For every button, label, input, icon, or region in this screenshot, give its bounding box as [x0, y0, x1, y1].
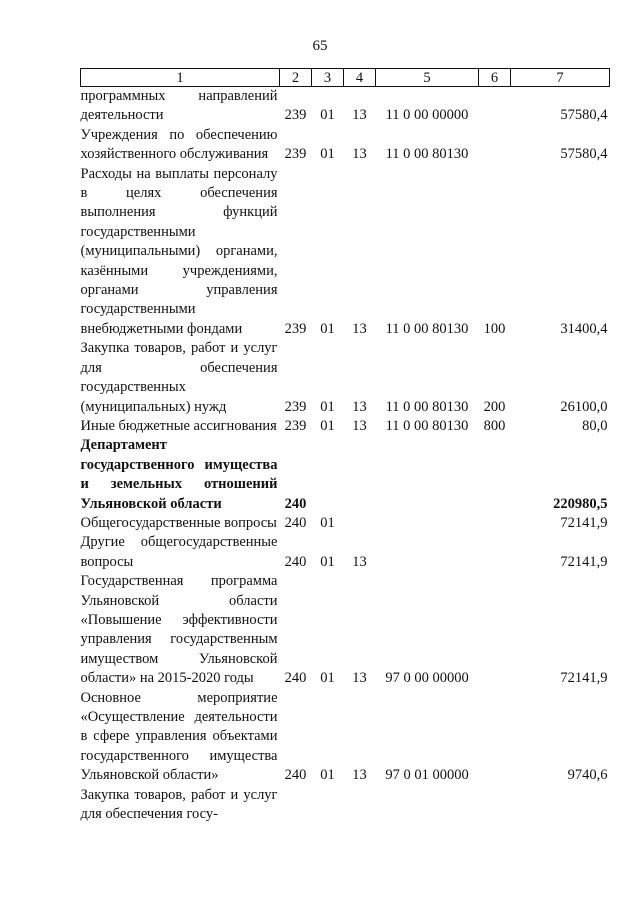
- row-section-code: 01: [320, 670, 335, 687]
- row-target-article: 11 0 00 80130: [385, 146, 469, 163]
- row-target-article: 11 0 00 80130: [385, 417, 469, 434]
- table-row: [81, 126, 610, 165]
- column-header: 3: [312, 69, 344, 87]
- table-row: [81, 165, 610, 340]
- row-section-code: 01: [320, 146, 335, 163]
- row-ministry-code: 239: [284, 417, 307, 434]
- row-subsection-code: 13: [352, 417, 367, 434]
- row-subsection-code: 13: [352, 767, 367, 784]
- row-target-article: 97 0 01 00000: [385, 767, 469, 784]
- row-name: Закупка товаров, работ и услуг для обеспечения государственных (муниципальных) нужд: [80, 340, 278, 415]
- row-amount: [511, 786, 610, 825]
- row-name: Другие общегосударственные вопросы: [80, 534, 278, 570]
- row-expense-type: 100: [483, 320, 506, 337]
- row-expense-type: [479, 786, 511, 825]
- row-target-article: [376, 436, 479, 514]
- row-expense-type: [479, 126, 511, 165]
- row-amount: 31400,4: [560, 320, 608, 337]
- row-ministry-code: 240: [284, 670, 307, 687]
- row-subsection-code: 13: [352, 107, 367, 124]
- row-section-code: 01: [320, 514, 335, 531]
- row-ministry-code: 240: [284, 514, 307, 531]
- row-section-code: 01: [320, 767, 335, 784]
- row-target-article: [376, 533, 479, 572]
- table-row: [81, 689, 610, 786]
- row-ministry-code: 240: [284, 553, 307, 570]
- row-expense-type: [479, 436, 511, 514]
- column-header: 5: [376, 69, 479, 87]
- row-section-code: 01: [320, 398, 335, 415]
- table-row: [81, 436, 610, 514]
- row-ministry-code: 240: [284, 767, 307, 784]
- row-amount: 72141,9: [560, 514, 608, 531]
- row-ministry-code: 239: [284, 107, 307, 124]
- row-subsection-code: 13: [352, 398, 367, 415]
- row-ministry-code: 239: [284, 320, 307, 337]
- row-expense-type: [479, 689, 511, 786]
- row-name: Расходы на выплаты персоналу в целях обеспечения выполнения функций государственными (муниципальными) органами, казёнными учреждениями, органами управления государственными внебюджетными фондами: [80, 165, 278, 337]
- table-row: [81, 572, 610, 688]
- row-subsection-code: [344, 786, 376, 825]
- row-expense-type: [479, 572, 511, 688]
- table-row: [81, 514, 610, 533]
- row-name: Иные бюджетные ассигнования: [80, 417, 277, 434]
- row-section-code: 01: [320, 553, 335, 570]
- row-expense-type: 200: [483, 398, 506, 415]
- row-target-article: [376, 514, 479, 533]
- column-header: 2: [280, 69, 312, 87]
- row-name: Общегосударственные вопросы: [80, 514, 277, 531]
- column-header: 1: [81, 69, 280, 87]
- row-name: Учреждения по обеспечению хозяйственного обслуживания: [80, 126, 278, 163]
- row-section-code: [312, 436, 344, 514]
- row-name: Закупка товаров, работ и услуг для обеспечения госу-: [80, 786, 278, 823]
- table-row: [81, 87, 610, 126]
- row-subsection-code: 13: [352, 553, 367, 570]
- row-section-code: 01: [320, 417, 335, 434]
- row-section-code: 01: [320, 320, 335, 337]
- row-expense-type: [479, 533, 511, 572]
- row-amount: 26100,0: [560, 398, 608, 415]
- row-amount: 72141,9: [560, 553, 608, 570]
- row-amount: 80,0: [582, 417, 608, 434]
- row-ministry-code: 239: [284, 146, 307, 163]
- column-header-row: [81, 69, 610, 87]
- row-expense-type: 800: [483, 417, 506, 434]
- row-amount: 9740,6: [567, 767, 608, 784]
- column-header: 6: [479, 69, 511, 87]
- row-name: Государственная программа Ульяновской области «Повышение эффективности управления государственным имуществом Ульяновской области» на 2015-2020 годы: [80, 573, 278, 687]
- table-row: [81, 339, 610, 417]
- row-target-article: 11 0 00 80130: [385, 320, 469, 337]
- row-subsection-code: [344, 436, 376, 514]
- row-target-article: [376, 786, 479, 825]
- row-subsection-code: 13: [352, 146, 367, 163]
- row-amount: 57580,4: [560, 146, 608, 163]
- row-ministry-code: 240: [284, 495, 307, 512]
- row-section-code: [312, 786, 344, 825]
- row-name: Основное мероприятие «Осуществление деятельности в сфере управления объектами государственного имущества Ульяновской области»: [80, 689, 278, 784]
- row-name: Департамент государственного имущества и земельных отношений Ульяновской области: [80, 437, 278, 512]
- row-expense-type: [479, 514, 511, 533]
- page-number: 65: [312, 38, 328, 54]
- table-row: [81, 417, 610, 436]
- column-header: 4: [344, 69, 376, 87]
- row-target-article: 11 0 00 80130: [385, 398, 469, 415]
- row-amount: 220980,5: [553, 495, 608, 512]
- row-expense-type: [479, 87, 511, 126]
- row-subsection-code: [344, 514, 376, 533]
- row-ministry-code: 239: [284, 398, 307, 415]
- row-target-article: 11 0 00 00000: [385, 107, 469, 124]
- table-row: [81, 533, 610, 572]
- budget-table: [80, 68, 610, 824]
- row-ministry-code: [280, 786, 312, 825]
- row-amount: 72141,9: [560, 670, 608, 687]
- column-header: 7: [511, 69, 610, 87]
- row-name: программных направлений деятельности: [80, 88, 278, 124]
- row-subsection-code: 13: [352, 320, 367, 337]
- row-section-code: 01: [320, 107, 335, 124]
- row-target-article: 97 0 00 00000: [385, 670, 469, 687]
- table-body: [81, 87, 610, 825]
- row-subsection-code: 13: [352, 670, 367, 687]
- row-amount: 57580,4: [560, 107, 608, 124]
- table-row: [81, 786, 610, 825]
